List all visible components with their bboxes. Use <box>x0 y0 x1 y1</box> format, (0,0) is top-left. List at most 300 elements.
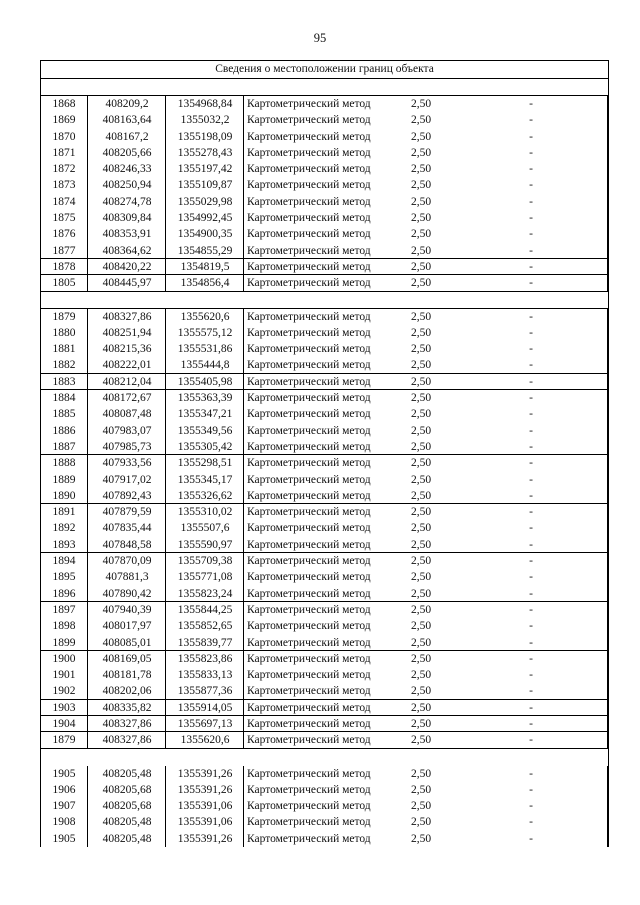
x-coordinate-cell: 408274,78 <box>102 195 152 208</box>
accuracy-cell: 2,50 <box>410 571 432 584</box>
column-divider <box>607 472 608 488</box>
table-row <box>41 651 608 667</box>
y-coordinate-cell: 1354819,5 <box>180 260 230 273</box>
column-divider <box>165 439 166 454</box>
table-row <box>41 259 608 275</box>
table-row <box>41 129 608 145</box>
table-row <box>41 194 608 210</box>
column-divider <box>607 406 608 422</box>
column-divider <box>165 831 166 847</box>
description-cell: - <box>529 832 533 845</box>
accuracy-cell: 2,50 <box>410 587 432 600</box>
accuracy-cell: 2,50 <box>410 717 432 730</box>
y-coordinate-cell: 1355347,21 <box>177 408 233 421</box>
coordinates-table <box>40 60 609 847</box>
description-cell: - <box>529 228 533 241</box>
column-divider <box>243 602 244 618</box>
column-divider <box>87 226 88 242</box>
column-divider <box>165 504 166 520</box>
y-coordinate-cell: 1355032,2 <box>180 114 230 127</box>
description-cell: - <box>529 620 533 633</box>
description-cell: - <box>529 212 533 225</box>
column-divider <box>87 766 88 782</box>
table-row <box>41 700 608 716</box>
column-divider <box>243 520 244 536</box>
point-number-cell: 1901 <box>52 669 76 682</box>
accuracy-cell: 2,50 <box>410 260 432 273</box>
accuracy-cell: 2,50 <box>410 392 432 405</box>
method-cell: Картометрический метод <box>247 392 371 405</box>
column-divider <box>165 618 166 634</box>
column-divider <box>87 602 88 618</box>
column-divider <box>607 651 608 667</box>
x-coordinate-cell: 408250,94 <box>102 179 152 192</box>
point-number-cell: 1872 <box>52 163 76 176</box>
point-number-cell: 1890 <box>52 489 76 502</box>
column-divider <box>165 455 166 471</box>
description-cell: - <box>529 114 533 127</box>
x-coordinate-cell: 408246,33 <box>102 163 152 176</box>
x-coordinate-cell: 408327,86 <box>102 717 152 730</box>
column-divider <box>243 406 244 422</box>
column-divider <box>165 309 166 325</box>
x-coordinate-cell: 408364,62 <box>102 244 152 257</box>
method-cell: Картометрический метод <box>247 130 371 143</box>
description-cell: - <box>529 816 533 829</box>
column-divider <box>243 129 244 145</box>
description-cell: - <box>529 717 533 730</box>
description-cell: - <box>529 359 533 372</box>
column-divider <box>607 259 608 274</box>
table-row <box>41 275 608 291</box>
table-row <box>41 618 608 634</box>
column-divider <box>87 423 88 439</box>
column-divider <box>165 520 166 536</box>
column-divider <box>607 194 608 210</box>
y-coordinate-cell: 1355391,06 <box>177 800 233 813</box>
column-divider <box>243 553 244 569</box>
accuracy-cell: 2,50 <box>410 179 432 192</box>
column-divider <box>607 504 608 520</box>
table-row <box>41 766 608 782</box>
y-coordinate-cell: 1355310,02 <box>177 506 233 519</box>
y-coordinate-cell: 1355823,86 <box>177 652 233 665</box>
column-divider <box>87 390 88 406</box>
column-divider <box>243 618 244 634</box>
method-cell: Картометрический метод <box>247 375 371 388</box>
description-cell: - <box>529 669 533 682</box>
accuracy-cell: 2,50 <box>410 146 432 159</box>
point-number-cell: 1894 <box>52 555 76 568</box>
column-divider <box>607 766 608 782</box>
column-divider <box>243 537 244 552</box>
column-divider <box>243 472 244 488</box>
description-cell: - <box>529 195 533 208</box>
column-divider <box>243 390 244 406</box>
accuracy-cell: 2,50 <box>410 424 432 437</box>
table-row <box>41 504 608 520</box>
point-number-cell: 1874 <box>52 195 76 208</box>
y-coordinate-cell: 1355391,06 <box>177 816 233 829</box>
x-coordinate-cell: 408087,48 <box>102 408 152 421</box>
x-coordinate-cell: 408222,01 <box>102 359 152 372</box>
y-coordinate-cell: 1355349,56 <box>177 424 233 437</box>
method-cell: Картометрический метод <box>247 800 371 813</box>
method-cell: Картометрический метод <box>247 343 371 356</box>
column-divider <box>607 602 608 618</box>
column-divider <box>607 341 608 357</box>
method-cell: Картометрический метод <box>247 603 371 616</box>
description-cell: - <box>529 473 533 486</box>
column-divider <box>165 798 166 814</box>
description-cell: - <box>529 408 533 421</box>
column-divider <box>607 814 608 830</box>
table-row <box>41 439 608 455</box>
table-row <box>41 226 608 242</box>
column-divider <box>607 520 608 536</box>
accuracy-cell: 2,50 <box>410 652 432 665</box>
y-coordinate-cell: 1355198,09 <box>177 130 233 143</box>
description-cell: - <box>529 375 533 388</box>
column-divider <box>607 177 608 193</box>
y-coordinate-cell: 1355391,26 <box>177 832 233 845</box>
page-number: 95 <box>313 31 327 45</box>
column-divider <box>607 716 608 731</box>
column-divider <box>607 798 608 814</box>
y-coordinate-cell: 1355620,6 <box>180 310 230 323</box>
column-divider <box>607 112 608 128</box>
column-divider <box>87 129 88 145</box>
method-cell: Картометрический метод <box>247 195 371 208</box>
column-divider <box>87 210 88 226</box>
description-cell: - <box>529 326 533 339</box>
table-row <box>41 357 608 373</box>
column-divider <box>87 700 88 715</box>
table-row <box>41 161 608 177</box>
method-cell: Картометрический метод <box>247 212 371 225</box>
column-divider <box>607 586 608 601</box>
column-divider <box>87 488 88 503</box>
point-number-cell: 1879 <box>52 734 76 747</box>
column-divider <box>165 275 166 290</box>
description-cell: - <box>529 800 533 813</box>
point-number-cell: 1907 <box>52 800 76 813</box>
column-divider <box>243 325 244 341</box>
y-coordinate-cell: 1355833,13 <box>177 669 233 682</box>
column-divider <box>87 831 88 847</box>
description-cell: - <box>529 277 533 290</box>
column-divider <box>607 96 608 112</box>
column-divider <box>243 635 244 650</box>
description-cell: - <box>529 734 533 747</box>
table-row <box>41 455 608 471</box>
column-divider <box>607 831 608 847</box>
column-divider <box>87 553 88 569</box>
point-number-cell: 1896 <box>52 587 76 600</box>
table-row <box>41 177 608 193</box>
y-coordinate-cell: 1355852,65 <box>177 620 233 633</box>
accuracy-cell: 2,50 <box>410 620 432 633</box>
description-cell: - <box>529 146 533 159</box>
point-number-cell: 1876 <box>52 228 76 241</box>
method-cell: Картометрический метод <box>247 522 371 535</box>
table-row <box>41 423 608 439</box>
method-cell: Картометрический метод <box>247 260 371 273</box>
point-number-cell: 1886 <box>52 424 76 437</box>
method-cell: Картометрический метод <box>247 163 371 176</box>
method-cell: Картометрический метод <box>247 587 371 600</box>
column-divider <box>87 275 88 290</box>
table-row <box>41 635 608 651</box>
column-divider <box>243 259 244 274</box>
table-row <box>41 472 608 488</box>
y-coordinate-cell: 1355305,42 <box>177 440 233 453</box>
column-divider <box>87 504 88 520</box>
y-coordinate-cell: 1355709,38 <box>177 555 233 568</box>
table-body <box>41 79 608 847</box>
x-coordinate-cell: 408085,01 <box>102 636 152 649</box>
method-cell: Картометрический метод <box>247 685 371 698</box>
column-divider <box>87 325 88 341</box>
description-cell: - <box>529 571 533 584</box>
method-cell: Картометрический метод <box>247 326 371 339</box>
method-cell: Картометрический метод <box>247 538 371 551</box>
accuracy-cell: 2,50 <box>410 816 432 829</box>
y-coordinate-cell: 1354855,29 <box>177 244 233 257</box>
column-divider <box>165 112 166 128</box>
y-coordinate-cell: 1354900,35 <box>177 228 233 241</box>
column-divider <box>87 112 88 128</box>
point-number-cell: 1905 <box>52 767 76 780</box>
column-divider <box>243 374 244 389</box>
method-cell: Картометрический метод <box>247 701 371 714</box>
method-cell: Картометрический метод <box>247 424 371 437</box>
x-coordinate-cell: 408205,48 <box>102 832 152 845</box>
description-cell: - <box>529 587 533 600</box>
table-row <box>41 520 608 536</box>
y-coordinate-cell: 1355345,17 <box>177 473 233 486</box>
column-divider <box>243 309 244 325</box>
point-number-cell: 1895 <box>52 571 76 584</box>
point-number-cell: 1873 <box>52 179 76 192</box>
x-coordinate-cell: 407892,43 <box>102 489 152 502</box>
description-cell: - <box>529 701 533 714</box>
x-coordinate-cell: 408163,64 <box>102 114 152 127</box>
description-cell: - <box>529 522 533 535</box>
point-number-cell: 1892 <box>52 522 76 535</box>
x-coordinate-cell: 408309,84 <box>102 212 152 225</box>
column-divider <box>607 309 608 325</box>
column-divider <box>87 374 88 389</box>
table-row <box>41 243 608 259</box>
table-row <box>41 112 608 128</box>
x-coordinate-cell: 408202,06 <box>102 685 152 698</box>
description-cell: - <box>529 343 533 356</box>
point-number-cell: 1871 <box>52 146 76 159</box>
column-divider <box>165 488 166 503</box>
column-divider <box>607 782 608 798</box>
column-divider <box>87 814 88 830</box>
y-coordinate-cell: 1354856,4 <box>180 277 230 290</box>
column-divider <box>165 243 166 258</box>
column-divider <box>165 814 166 830</box>
table-row <box>41 488 608 504</box>
column-divider <box>165 325 166 341</box>
column-divider <box>165 341 166 357</box>
column-divider <box>87 177 88 193</box>
column-divider <box>243 455 244 471</box>
table-row <box>41 390 608 406</box>
column-divider <box>607 423 608 439</box>
column-divider <box>607 374 608 389</box>
column-divider <box>87 145 88 161</box>
accuracy-cell: 2,50 <box>410 310 432 323</box>
spacer-row <box>41 292 608 309</box>
method-cell: Картометрический метод <box>247 571 371 584</box>
method-cell: Картометрический метод <box>247 440 371 453</box>
y-coordinate-cell: 1355697,13 <box>177 717 233 730</box>
table-row <box>41 782 608 798</box>
x-coordinate-cell: 408205,68 <box>102 800 152 813</box>
table-row <box>41 145 608 161</box>
method-cell: Картометрический метод <box>247 734 371 747</box>
column-divider <box>165 423 166 439</box>
point-number-cell: 1868 <box>52 98 76 110</box>
column-divider <box>165 177 166 193</box>
column-divider <box>243 226 244 242</box>
description-cell: - <box>529 310 533 323</box>
column-divider <box>243 194 244 210</box>
column-divider <box>87 96 88 112</box>
column-divider <box>607 145 608 161</box>
column-divider <box>165 716 166 731</box>
point-number-cell: 1898 <box>52 620 76 633</box>
column-divider <box>243 96 244 112</box>
column-divider <box>607 488 608 503</box>
column-divider <box>607 618 608 634</box>
accuracy-cell: 2,50 <box>410 783 432 796</box>
column-divider <box>607 537 608 552</box>
table-row <box>41 586 608 602</box>
point-number-cell: 1880 <box>52 326 76 339</box>
column-divider <box>165 374 166 389</box>
column-divider <box>87 243 88 258</box>
column-divider <box>243 439 244 454</box>
method-cell: Картометрический метод <box>247 98 371 110</box>
y-coordinate-cell: 1355444,8 <box>180 359 230 372</box>
point-number-cell: 1879 <box>52 310 76 323</box>
y-coordinate-cell: 1355507,6 <box>180 522 230 535</box>
y-coordinate-cell: 1355029,98 <box>177 195 233 208</box>
accuracy-cell: 2,50 <box>410 685 432 698</box>
column-divider <box>87 194 88 210</box>
y-coordinate-cell: 1355839,77 <box>177 636 233 649</box>
method-cell: Картометрический метод <box>247 816 371 829</box>
table-row <box>41 732 608 748</box>
column-divider <box>165 194 166 210</box>
accuracy-cell: 2,50 <box>410 277 432 290</box>
point-number-cell: 1902 <box>52 685 76 698</box>
point-number-cell: 1905 <box>52 832 76 845</box>
column-divider <box>243 569 244 585</box>
x-coordinate-cell: 408205,48 <box>102 767 152 780</box>
x-coordinate-cell: 408445,97 <box>102 277 152 290</box>
column-divider <box>243 243 244 258</box>
column-divider <box>243 357 244 372</box>
accuracy-cell: 2,50 <box>410 359 432 372</box>
spacer-row <box>41 79 608 96</box>
method-cell: Картометрический метод <box>247 669 371 682</box>
y-coordinate-cell: 1355771,08 <box>177 571 233 584</box>
x-coordinate-cell: 408172,67 <box>102 392 152 405</box>
x-coordinate-cell: 408167,2 <box>105 130 149 143</box>
point-number-cell: 1887 <box>52 440 76 453</box>
method-cell: Картометрический метод <box>247 114 371 127</box>
column-divider <box>165 766 166 782</box>
method-cell: Картометрический метод <box>247 636 371 649</box>
column-divider <box>607 553 608 569</box>
method-cell: Картометрический метод <box>247 717 371 730</box>
method-cell: Картометрический метод <box>247 489 371 502</box>
accuracy-cell: 2,50 <box>410 489 432 502</box>
method-cell: Картометрический метод <box>247 473 371 486</box>
accuracy-cell: 2,50 <box>410 195 432 208</box>
table-row <box>41 814 608 830</box>
table-row <box>41 96 608 112</box>
column-divider <box>607 683 608 698</box>
column-divider <box>165 651 166 667</box>
column-divider <box>607 732 608 747</box>
column-divider <box>607 569 608 585</box>
table-row <box>41 683 608 699</box>
column-divider <box>243 831 244 847</box>
y-coordinate-cell: 1355109,87 <box>177 179 233 192</box>
x-coordinate-cell: 407940,39 <box>102 603 152 616</box>
column-divider <box>165 700 166 715</box>
description-cell: - <box>529 163 533 176</box>
description-cell: - <box>529 506 533 519</box>
column-divider <box>87 259 88 274</box>
x-coordinate-cell: 407881,3 <box>105 571 149 584</box>
accuracy-cell: 2,50 <box>410 522 432 535</box>
point-number-cell: 1889 <box>52 473 76 486</box>
x-coordinate-cell: 408251,94 <box>102 326 152 339</box>
accuracy-cell: 2,50 <box>410 130 432 143</box>
point-number-cell: 1875 <box>52 212 76 225</box>
point-number-cell: 1891 <box>52 506 76 519</box>
description-cell: - <box>529 179 533 192</box>
method-cell: Картометрический метод <box>247 310 371 323</box>
table-row <box>41 569 608 585</box>
column-divider <box>165 161 166 177</box>
column-divider <box>243 782 244 798</box>
method-cell: Картометрический метод <box>247 179 371 192</box>
column-divider <box>243 177 244 193</box>
point-number-cell: 1904 <box>52 717 76 730</box>
x-coordinate-cell: 408327,86 <box>102 734 152 747</box>
column-divider <box>165 96 166 112</box>
column-divider <box>165 145 166 161</box>
column-divider <box>243 798 244 814</box>
description-cell: - <box>529 489 533 502</box>
column-divider <box>243 716 244 731</box>
description-cell: - <box>529 783 533 796</box>
x-coordinate-cell: 408215,36 <box>102 343 152 356</box>
table-header: Сведения о местоположении границ объекта <box>41 61 608 79</box>
point-number-cell: 1908 <box>52 816 76 829</box>
description-cell: - <box>529 555 533 568</box>
column-divider <box>87 618 88 634</box>
